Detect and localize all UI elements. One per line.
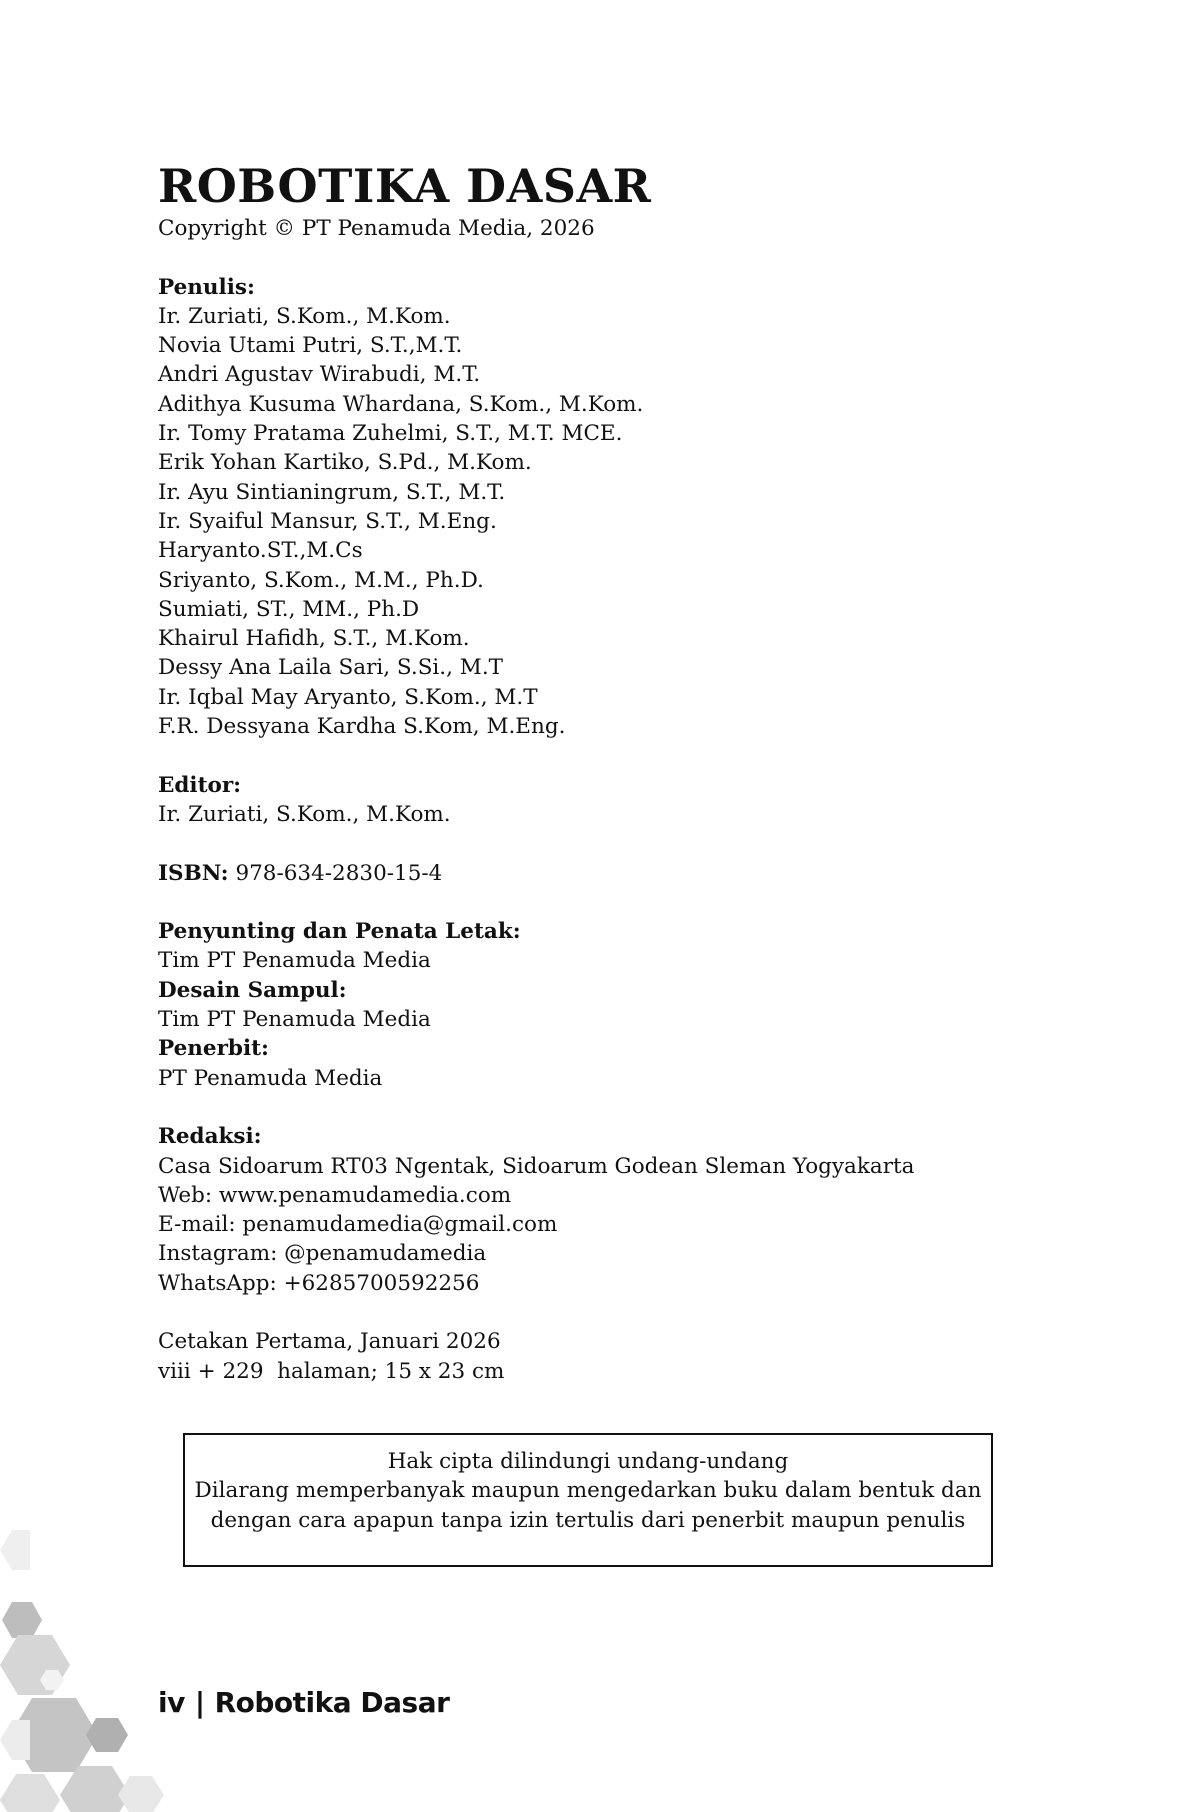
redaksi-whatsapp: WhatsApp: +6285700592256 — [158, 1270, 480, 1296]
hexagon-shape — [0, 1530, 30, 1570]
penerbit-value: PT Penamuda Media — [158, 1065, 383, 1091]
author-name: Ir. Syaiful Mansur, S.T., M.Eng. — [158, 508, 497, 534]
copyright-line: Copyright © PT Penamuda Media, 2026 — [158, 216, 595, 241]
hexagon-shape — [118, 1776, 164, 1812]
edition-line: Cetakan Pertama, Januari 2026 — [158, 1329, 501, 1355]
author-name: Novia Utami Putri, S.T.,M.T. — [158, 333, 463, 359]
book-title: ROBOTIKA DASAR — [158, 159, 652, 213]
author-name: Ir. Iqbal May Aryanto, S.Kom., M.T — [158, 684, 538, 710]
penulis-heading: Penulis: — [158, 274, 255, 300]
copyright-notice-box — [183, 1433, 993, 1567]
book-imprint — [158, 160, 1018, 1386]
author-name: Erik Yohan Kartiko, S.Pd., M.Kom. — [158, 450, 532, 476]
author-name: Ir. Ayu Sintianingrum, S.T., M.T. — [158, 479, 506, 505]
editor-name: Ir. Zuriati, S.Kom., M.Kom. — [158, 801, 451, 827]
hexagon-shape — [0, 1774, 60, 1812]
redaksi-address: Casa Sidoarum RT03 Ngentak, Sidoarum Godean Sleman Yogyakarta — [158, 1153, 915, 1179]
author-name: Ir. Zuriati, S.Kom., M.Kom. — [158, 303, 451, 329]
hexagon-pattern-decoration — [0, 1530, 170, 1812]
author-name: Sumiati, ST., MM., Ph.D — [158, 596, 420, 622]
hexagon-shape — [60, 1766, 130, 1812]
redaksi-web: Web: www.penamudamedia.com — [158, 1182, 512, 1208]
author-name: Dessy Ana Laila Sari, S.Si., M.T — [158, 655, 503, 681]
author-name: Sriyanto, S.Kom., M.M., Ph.D. — [158, 567, 484, 593]
isbn-value: 978-634-2830-15-4 — [235, 860, 443, 886]
isbn-label: ISBN: — [158, 860, 229, 886]
notice-line: dengan cara apapun tanpa izin tertulis dari penerbit maupun penulis — [210, 1507, 966, 1533]
hexagon-shape — [86, 1718, 128, 1752]
editor-heading: Editor: — [158, 772, 242, 798]
footer-separator: | — [194, 1686, 205, 1719]
author-name: Ir. Tomy Pratama Zuhelmi, S.T., M.T. MCE. — [158, 421, 623, 447]
page-footer — [158, 1686, 449, 1719]
isbn-line — [158, 859, 1018, 888]
redaksi-email: E-mail: penamudamedia@gmail.com — [158, 1212, 558, 1238]
author-list — [158, 302, 1018, 741]
author-name: Andri Agustav Wirabudi, M.T. — [158, 362, 481, 388]
penyunting-value: Tim PT Penamuda Media — [158, 948, 431, 974]
author-name: Adithya Kusuma Whardana, S.Kom., M.Kom. — [158, 391, 644, 417]
redaksi-heading: Redaksi: — [158, 1124, 262, 1150]
hexagon-shape — [0, 1720, 30, 1760]
penerbit-heading: Penerbit: — [158, 1036, 269, 1062]
notice-line: Dilarang memperbanyak maupun mengedarkan buku dalam bentuk dan — [194, 1478, 982, 1504]
hexagon-shape — [2, 1602, 42, 1638]
author-name: F.R. Dessyana Kardha S.Kom, M.Eng. — [158, 714, 566, 740]
footer-book-title: Robotika Dasar — [214, 1686, 450, 1719]
author-name: Khairul Hafidh, S.T., M.Kom. — [158, 626, 470, 652]
penyunting-heading: Penyunting dan Penata Letak: — [158, 919, 521, 945]
notice-line: Hak cipta dilindungi undang-undang — [387, 1449, 789, 1474]
page-count-line: viii + 229 halaman; 15 x 23 cm — [158, 1358, 505, 1384]
author-name: Haryanto.ST.,M.Cs — [158, 538, 363, 564]
page-number: iv — [158, 1686, 185, 1719]
desain-heading: Desain Sampul: — [158, 977, 347, 1003]
desain-value: Tim PT Penamuda Media — [158, 1007, 431, 1033]
redaksi-instagram: Instagram: @penamudamedia — [158, 1241, 487, 1267]
